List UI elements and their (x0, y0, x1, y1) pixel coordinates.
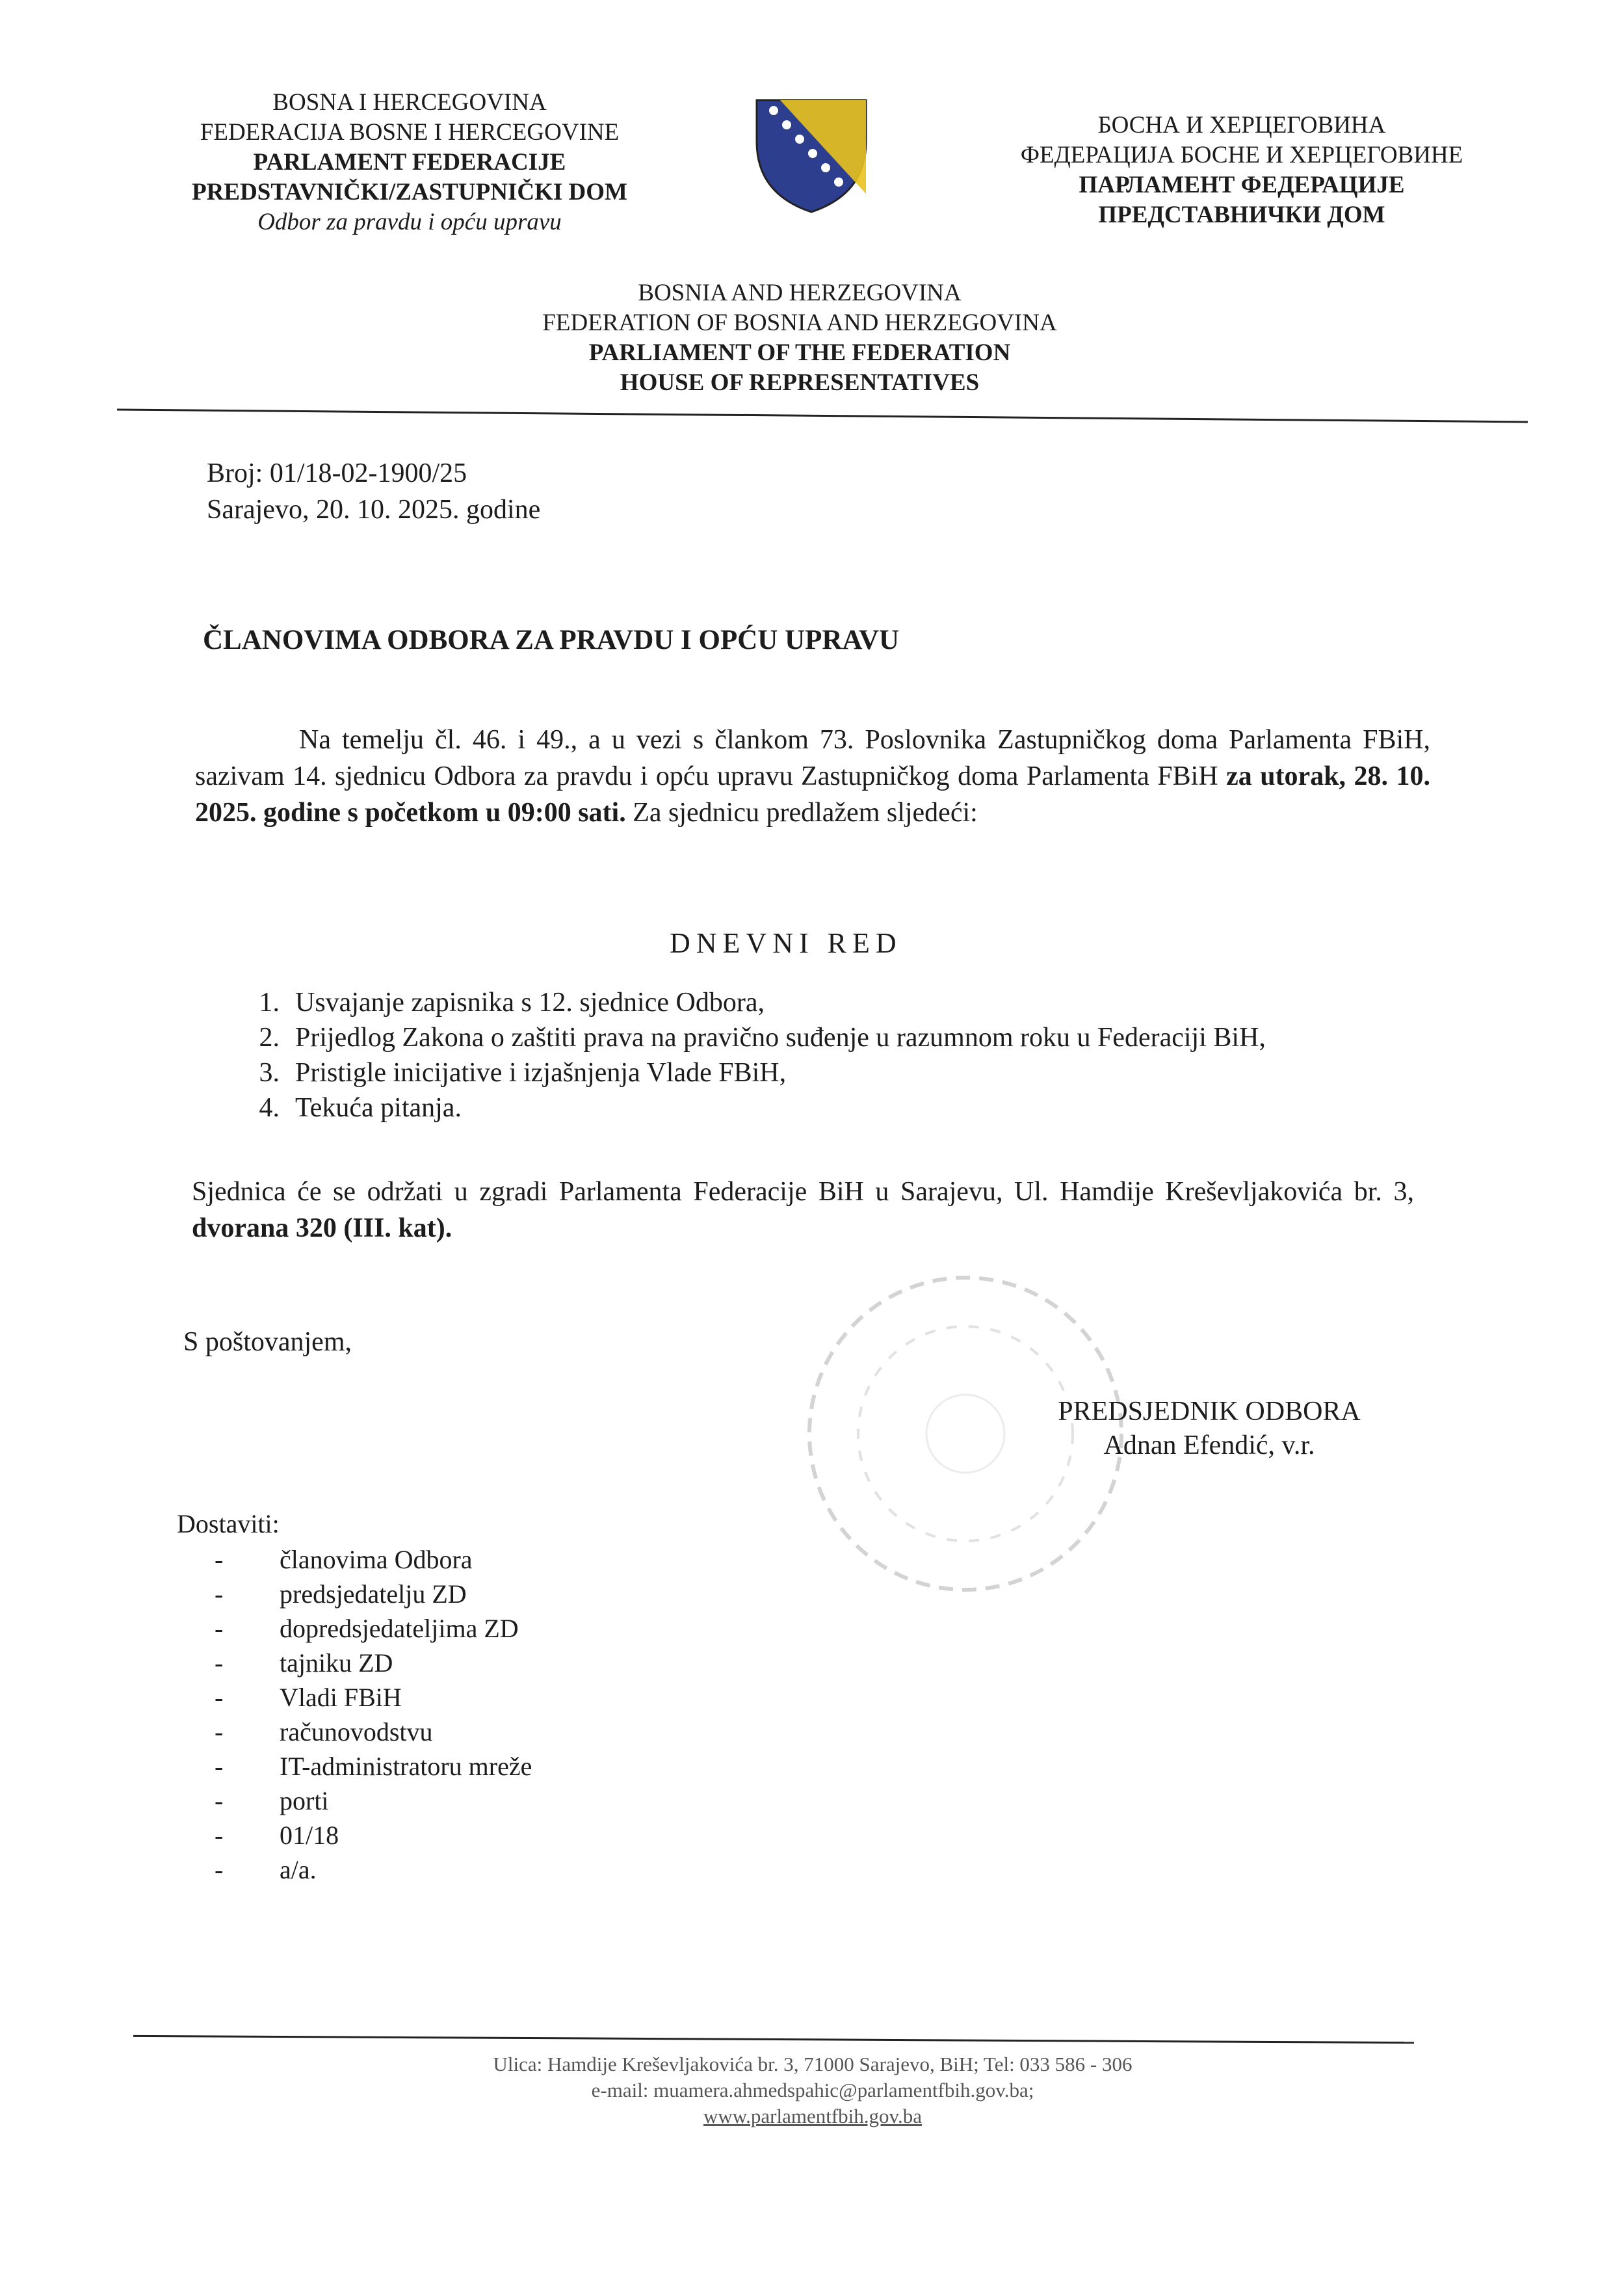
header-left-committee: Odbor za pravdu i opću upravu (257, 209, 562, 235)
document-meta (207, 455, 540, 528)
distribution-item: - računovodstvu (215, 1717, 433, 1746)
distribution-item: - porti (215, 1786, 329, 1815)
body-text-1: Na temelju čl. 46. i 49., a u vezi s člankom 73. Poslovnika Zastupničkog doma Parlamenta FBiH, sazivam 14. sjednicu Odbora za pravdu i opću upravu Zastupničkog doma Parlamenta FBiH (195, 725, 1430, 791)
header-right-country: БОСНА И ХЕРЦЕГОВИНА (1097, 112, 1386, 138)
footer-divider (133, 2035, 1414, 2044)
footer-email[interactable]: e-mail: muamera.ahmedspahic@parlamentfbih.gov.ba; (591, 2079, 1034, 2101)
place-room: dvorana 320 (III. kat). (192, 1213, 452, 1243)
distribution-item: - predsjedatelju ZD (215, 1579, 467, 1609)
distribution-item: - Vladi FBiH (215, 1683, 402, 1712)
header-right-federation: ФЕДЕРАЦИЈА БОСНЕ И ХЕРЦЕГОВИНЕ (1020, 142, 1463, 168)
header-left-house: PREDSTAVNIČKI/ZASTUPNIČKI DOM (192, 179, 627, 205)
greeting: S poštovanjem, (183, 1327, 352, 1357)
signature-name: Adnan Efendić, v.r. (1103, 1430, 1315, 1460)
header-center-parliament: PARLIAMENT OF THE FEDERATION (588, 339, 1011, 366)
agenda-item: 1. Usvajanje zapisnika s 12. sjednice Odbora, (259, 988, 765, 1018)
header-right-house: ПРЕДСТАВНИЧКИ ДОМ (1098, 202, 1385, 228)
header-left (150, 88, 670, 237)
document-date: Sarajevo, 20. 10. 2025. godine (207, 495, 541, 525)
distribution-item: - tajniku ZD (215, 1648, 393, 1678)
body-paragraph (195, 722, 1430, 831)
header-right (962, 111, 1521, 230)
header-center-federation: FEDERATION OF BOSNIA AND HERZEGOVINA (542, 309, 1057, 336)
distribution-item: - članovima Odbora (215, 1545, 473, 1574)
signature-block (1027, 1395, 1391, 1462)
coat-of-arms-icon (754, 96, 869, 215)
signature-title: PREDSJEDNIK ODBORA (1058, 1397, 1361, 1427)
agenda-item: 3. Pristigle inicijative i izjašnjenja Vlade FBiH, (259, 1058, 787, 1088)
header-divider (117, 409, 1528, 423)
recipient-heading: ČLANOVIMA ODBORA ZA PRAVDU I OPĆU UPRAVU (203, 625, 900, 655)
meeting-place (192, 1174, 1414, 1246)
place-text: Sjednica će se održati u zgradi Parlamenta Federacije BiH u Sarajevu, Ul. Hamdije Kreševljakovića br. 3, (192, 1177, 1414, 1207)
distribution-list (215, 1542, 532, 1887)
header-center-house: HOUSE OF REPRESENTATIVES (620, 369, 980, 396)
agenda-item: 2. Prijedlog Zakona o zaštiti prava na pravično suđenje u razumnom roku u Federaciji BiH, (259, 1023, 1266, 1053)
footer (338, 2051, 1287, 2129)
body-text-bold: za utorak, 28. 10. 2025. godine s početkom u 09:00 sati. (195, 761, 1430, 828)
agenda-item: 4. Tekuća pitanja. (259, 1093, 462, 1123)
agenda-title: DNEVNI RED (670, 927, 902, 959)
header-left-federation: FEDERACIJA BOSNE I HERCEGOVINE (200, 119, 620, 146)
distribution-item: - a/a. (215, 1855, 317, 1884)
footer-website-link[interactable]: www.parlamentfbih.gov.ba (703, 2105, 923, 2127)
distribution-item: - 01/18 (215, 1821, 339, 1850)
header-center-country: BOSNIA AND HERZEGOVINA (638, 280, 962, 306)
document-number: Broj: 01/18-02-1900/25 (207, 458, 467, 488)
header-left-country: BOSNA I HERCEGOVINA (272, 89, 547, 116)
header-right-parliament: ПАРЛАМЕНТ ФЕДЕРАЦИЈЕ (1079, 172, 1405, 198)
header-center (442, 278, 1157, 398)
distribution-item: - dopredsjedateljima ZD (215, 1614, 519, 1643)
distribution-item: - IT-administratoru mreže (215, 1752, 532, 1781)
agenda-list (228, 985, 1266, 1125)
header-left-parliament: PARLAMENT FEDERACIJE (253, 149, 566, 176)
footer-address: Ulica: Hamdije Kreševljakovića br. 3, 71000 Sarajevo, BiH; Tel: 033 586 - 306 (493, 2053, 1133, 2075)
body-text-2: Za sjednicu predlažem sljedeći: (625, 798, 978, 828)
distribution-title: Dostaviti: (177, 1509, 280, 1538)
